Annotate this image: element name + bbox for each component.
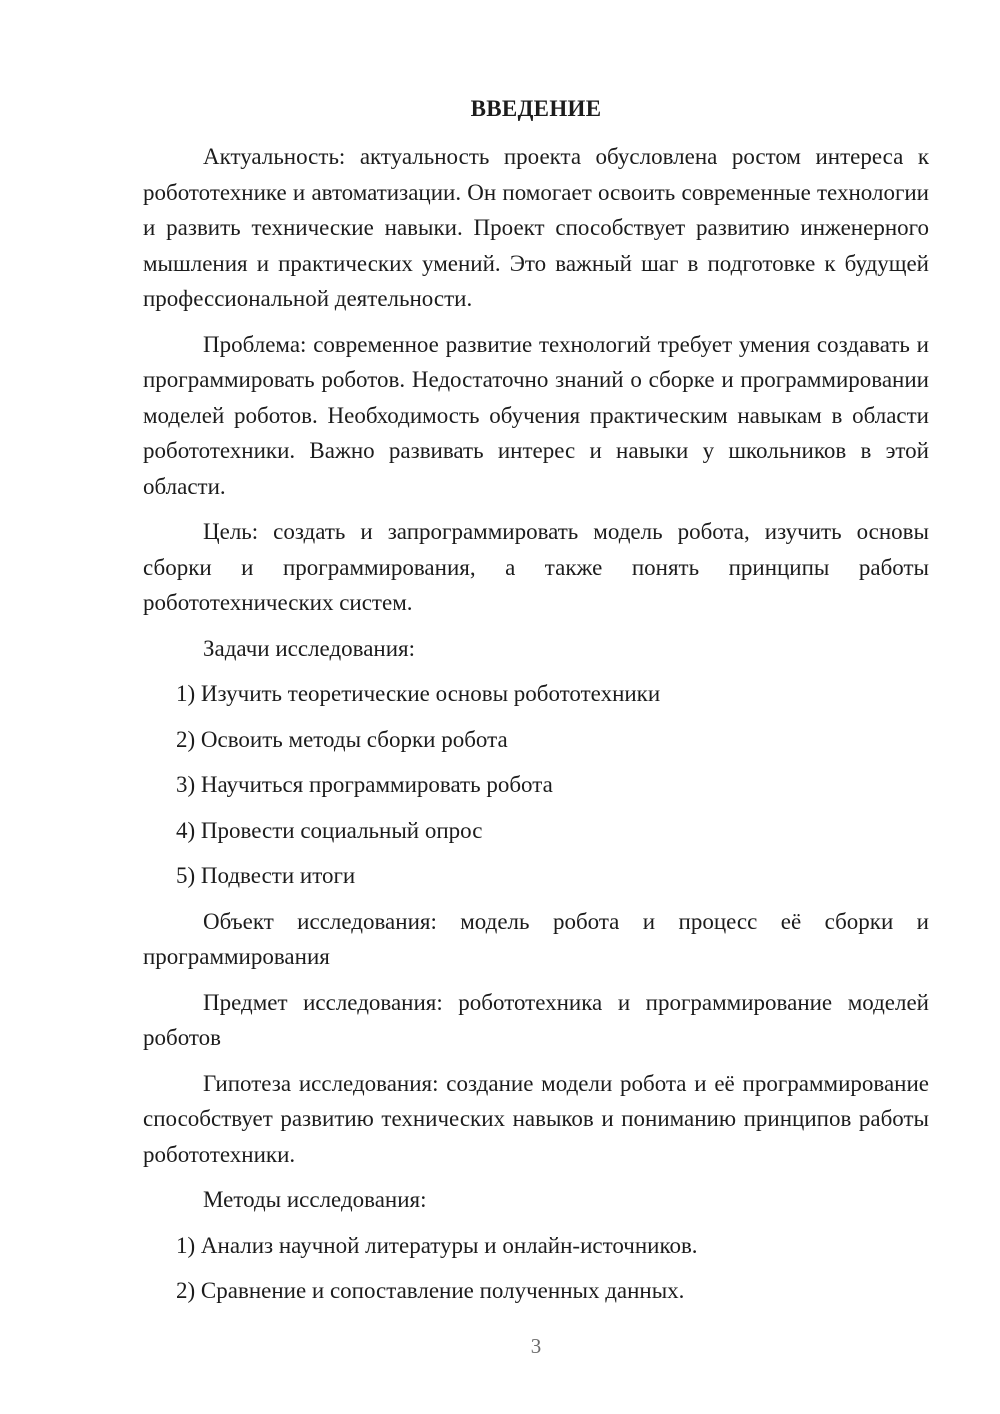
list-item: 2) Сравнение и сопоставление полученных данных. — [176, 1278, 685, 1303]
paragraph-relevance: Актуальность: актуальность проекта обусловлена ростом интереса к робототехнике и автоматизации. Он помогает освоить современные технологии и развить технические навыки. Проект способствует развитию инженерного мышления и практических умений. Это важный шаг в подготовке к будущей профессиональной деятельности. — [143, 144, 929, 311]
paragraph-goal: Цель: создать и запрограммировать модель робота, изучить основы сборки и программирования, а также понять принципы работы робототехнических систем. — [143, 519, 929, 615]
methods-list — [143, 1228, 929, 1309]
page-number: 3 — [530, 1334, 542, 1358]
list-item: 5) Подвести итоги — [176, 863, 356, 888]
tasks-heading: Задачи исследования: — [203, 635, 416, 661]
methods-heading: Методы исследования: — [203, 1187, 427, 1212]
list-item: 1) Изучить теоретические основы робототехники — [176, 681, 661, 706]
tasks-list — [143, 676, 929, 894]
list-item: 3) Научиться программировать робота — [176, 772, 553, 797]
paragraph-problem: Проблема: современное развитие технологий требует умения создавать и программировать роботов. Недостаточно знаний о сборке и программировании моделей роботов. Необходимость обучения практическим навыкам в области робототехники. Важно развивать интерес и навыки у школьников в этой области. — [143, 331, 929, 499]
list-item: 4) Провести социальный опрос — [176, 817, 483, 843]
paragraph-object: Объект исследования: модель робота и процесс её сборки и программирования — [143, 908, 929, 969]
list-item: 2) Освоить методы сборки робота — [176, 726, 508, 752]
page-body — [143, 139, 929, 1319]
list-item: 1) Анализ научной литературы и онлайн-источников. — [176, 1232, 698, 1258]
paragraph-hypothesis: Гипотеза исследования: создание модели робота и её программирование способствует развитию технических навыков и пониманию принципов работы робототехники. — [143, 1070, 929, 1167]
page-title: ВВЕДЕНИЕ — [470, 96, 602, 121]
paragraph-subject: Предмет исследования: робототехника и программирование моделей роботов — [143, 989, 929, 1050]
